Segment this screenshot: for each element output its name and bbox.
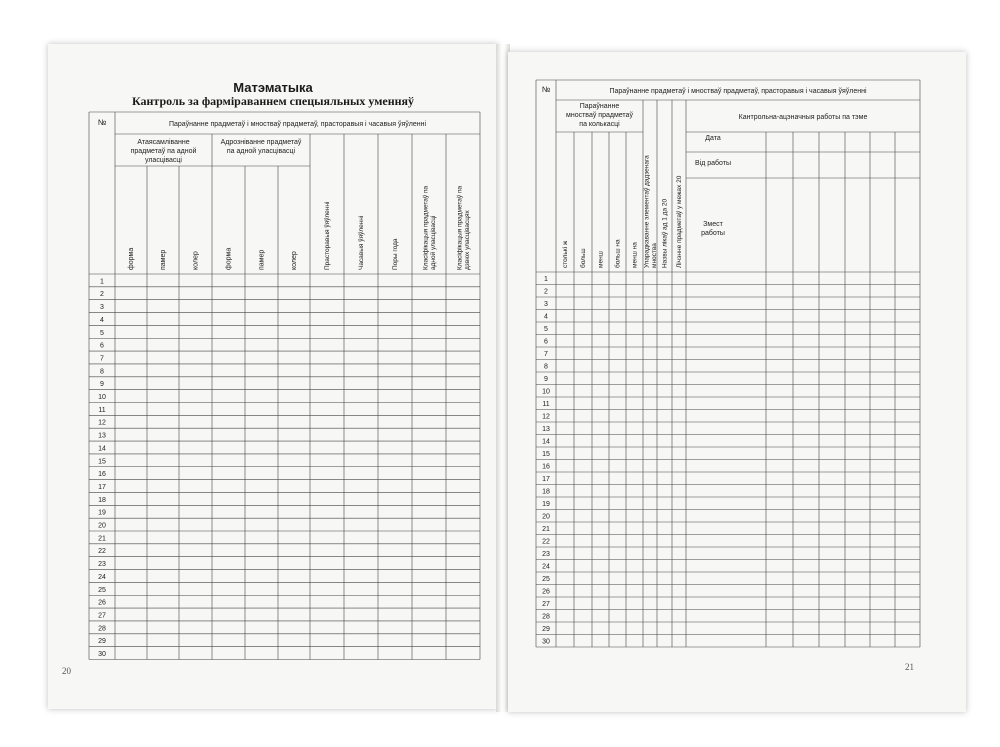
row-number: 25 bbox=[98, 586, 106, 594]
row-number: 23 bbox=[542, 551, 550, 559]
quantity-column-header: больш bbox=[580, 248, 588, 268]
row-number: 28 bbox=[98, 625, 106, 633]
row-number: 20 bbox=[542, 513, 550, 521]
row-number: 24 bbox=[98, 573, 106, 581]
number-column-header: № bbox=[541, 85, 551, 94]
main-group-header: Параўнанне прадметаў і мностваў прадметаў, прасторавыя і часавыя ўяўленні bbox=[609, 88, 867, 95]
row-number: 21 bbox=[98, 535, 106, 543]
row-number: 5 bbox=[544, 326, 548, 334]
content-label: Змест bbox=[703, 221, 723, 228]
row-number: 27 bbox=[542, 601, 550, 609]
row-number: 12 bbox=[542, 413, 550, 421]
row-number: 20 bbox=[98, 522, 106, 530]
rotated-column-header: мноства bbox=[650, 243, 658, 268]
page-title: Матэматыка bbox=[233, 80, 313, 95]
row-number: 5 bbox=[100, 329, 104, 337]
right-table bbox=[508, 52, 966, 712]
left-page bbox=[48, 44, 498, 709]
row-number: 13 bbox=[542, 426, 550, 434]
row-number: 18 bbox=[542, 488, 550, 496]
row-number: 8 bbox=[544, 363, 548, 371]
row-number: 22 bbox=[98, 548, 106, 556]
row-number: 28 bbox=[542, 613, 550, 621]
rotated-column-header: Поры года bbox=[392, 238, 400, 270]
left-table bbox=[48, 44, 498, 709]
group-header: Параўнанне bbox=[579, 103, 620, 110]
group-header: прадметаў па адной bbox=[130, 148, 197, 155]
rotated-column-header: дзвюх уласцівасцях bbox=[463, 210, 471, 270]
row-number: 13 bbox=[98, 432, 106, 440]
row-number: 9 bbox=[544, 376, 548, 384]
row-number: 25 bbox=[542, 576, 550, 584]
row-number: 29 bbox=[542, 626, 550, 634]
row-number: 17 bbox=[542, 476, 550, 484]
row-number: 23 bbox=[98, 561, 106, 569]
row-number: 6 bbox=[544, 338, 548, 346]
row-number: 24 bbox=[542, 563, 550, 571]
row-number: 6 bbox=[100, 342, 104, 350]
control-group-header: Кантрольна-ацэначныя работы па тэме bbox=[738, 114, 868, 121]
row-number: 30 bbox=[542, 638, 550, 646]
page-number: 21 bbox=[905, 662, 914, 672]
content-label: работы bbox=[701, 230, 725, 237]
row-number: 26 bbox=[98, 599, 106, 607]
rotated-column-header: Назвы лікаў ад 1 да 20 bbox=[661, 198, 669, 268]
quantity-column-header: менш на bbox=[631, 242, 639, 268]
row-number: 9 bbox=[100, 381, 104, 389]
row-number: 27 bbox=[98, 612, 106, 620]
property-column-header: колер bbox=[192, 251, 200, 270]
page-number: 20 bbox=[62, 666, 71, 676]
number-column-header: № bbox=[97, 118, 107, 127]
page-subtitle: Кантроль за фарміраваннем спецыяльных уменняў bbox=[131, 94, 415, 108]
rotated-column-header: Упарадкаванне элементаў дадзенага bbox=[643, 155, 651, 268]
row-number: 10 bbox=[98, 394, 106, 401]
row-number: 17 bbox=[98, 483, 106, 491]
row-number: 1 bbox=[100, 278, 104, 286]
group-header: па адной уласцівасці bbox=[226, 148, 296, 155]
row-number: 18 bbox=[98, 496, 106, 504]
row-number: 30 bbox=[98, 651, 106, 658]
row-number: 16 bbox=[98, 471, 106, 479]
right-page bbox=[508, 52, 966, 712]
rotated-column-header: Класіфікацыя прадметаў па bbox=[456, 185, 464, 270]
row-number: 15 bbox=[542, 451, 550, 459]
property-column-header: форма bbox=[225, 247, 233, 270]
row-number: 2 bbox=[544, 288, 548, 296]
row-number: 29 bbox=[98, 638, 106, 646]
quantity-column-header: столькі ж bbox=[562, 240, 570, 268]
group-header: па колькасці bbox=[579, 121, 620, 128]
row-number: 1 bbox=[544, 276, 548, 284]
row-number: 3 bbox=[100, 304, 104, 312]
property-column-header: колер bbox=[291, 251, 298, 270]
row-number: 21 bbox=[542, 526, 550, 534]
row-number: 11 bbox=[542, 401, 550, 409]
rotated-column-header: Лічэнне прадметаў у межах 20 bbox=[676, 175, 684, 268]
quantity-column-header: менш bbox=[597, 251, 605, 268]
row-number: 19 bbox=[542, 501, 550, 509]
row-number: 2 bbox=[100, 291, 104, 299]
row-number: 4 bbox=[544, 313, 548, 321]
row-number: 7 bbox=[544, 351, 548, 359]
group-header: мностваў прадметаў bbox=[566, 112, 633, 119]
row-number: 4 bbox=[100, 316, 104, 324]
row-number: 12 bbox=[98, 419, 106, 427]
group-header: Атаясамліванне bbox=[137, 139, 190, 146]
row-number: 14 bbox=[98, 445, 106, 453]
rotated-column-header: Класіфікацыя прадметаў па bbox=[422, 185, 430, 270]
row-number: 14 bbox=[542, 438, 550, 446]
row-number: 11 bbox=[98, 406, 106, 414]
group-header: Адрозніванне прадметаў bbox=[220, 139, 302, 146]
quantity-column-header: больш на bbox=[614, 239, 622, 268]
row-number: 3 bbox=[544, 301, 548, 309]
property-column-header: форма bbox=[128, 247, 135, 270]
row-number: 19 bbox=[98, 509, 106, 517]
group-header: уласцівасці bbox=[145, 157, 182, 164]
row-number: 15 bbox=[98, 458, 106, 466]
row-number: 26 bbox=[542, 588, 550, 596]
rotated-column-header: Прасторавыя ўяўленні bbox=[324, 201, 332, 270]
property-column-header: памер bbox=[258, 249, 266, 270]
rotated-column-header: адной уласцівасці bbox=[429, 215, 437, 270]
main-group-header: Параўнанне прадметаў і мностваў прадметаў, прасторавыя і часавыя ўяўленні bbox=[168, 121, 427, 128]
row-number: 8 bbox=[100, 368, 104, 376]
property-column-header: памер bbox=[160, 249, 167, 270]
rotated-column-header: Часавыя ўяўленні bbox=[358, 215, 366, 270]
date-label: Дата bbox=[705, 135, 721, 142]
row-number: 7 bbox=[100, 355, 104, 363]
row-number: 10 bbox=[542, 388, 550, 396]
type-label: Від работы bbox=[694, 160, 732, 167]
row-number: 22 bbox=[542, 538, 550, 546]
row-number: 16 bbox=[542, 463, 550, 471]
